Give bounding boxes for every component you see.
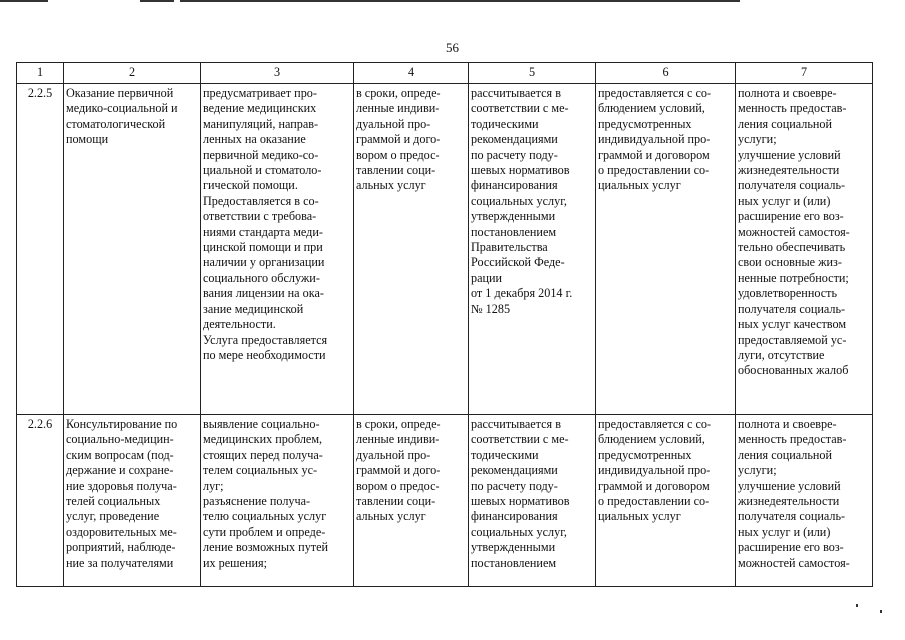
- top-rule-left: [0, 0, 48, 2]
- header-col-5: 5: [469, 63, 596, 84]
- header-col-1: 1: [17, 63, 64, 84]
- table-row: [17, 415, 873, 587]
- service-term-cell: в сроки, опреде- ленные индиви- дуальной про- граммой и дого- вором о предос- тавлении соци- альных услуг: [354, 415, 469, 587]
- top-rule-right: [180, 0, 740, 2]
- header-col-2: 2: [64, 63, 201, 84]
- service-name-cell: Консультирование по социально-медицин- ским вопросам (под- держание и сохране- ние здоровья получа- телей социальных услуг, проведение оздоровительных ме- роприятий, наблюде- ние за получателями: [64, 415, 201, 587]
- service-name-cell: Оказание первичной медико-социальной и стоматологической помощи: [64, 84, 201, 415]
- header-row: [17, 63, 873, 84]
- header-col-3: 3: [201, 63, 354, 84]
- service-content-cell: предусматривает про- ведение медицинских манипуляций, направ- ленных на оказание первичной медико-со- циальной и стоматоло- гической помощи. Предоставляется в со- ответствии с требова- ниями стандарта меди- цинской помощи и при наличии у организации социального обслужи- вания лицензии на ока- зание медицинской деятельности. Услуга предоставляется по мере необходимости: [201, 84, 354, 415]
- service-conditions-cell: предоставляется с со- блюдением условий, предусмотренных индивидуальной про- граммой и договором о предоставлении со- циальных услуг: [596, 84, 736, 415]
- service-tariff-cell: рассчитывается в соответствии с ме- тодическими рекомендациями по расчету поду- шевых нормативов финансирования социальных услуг, утвержденными постановлением Правительства Российской Феде- рации от 1 декабря 2014 г. № 1285: [469, 84, 596, 415]
- table-row: [17, 84, 873, 415]
- page-number: 56: [446, 40, 459, 55]
- service-tariff-cell: рассчитывается в соответствии с ме- тодическими рекомендациями по расчету поду- шевых нормативов финансирования социальных услуг, утвержденными постановлением: [469, 415, 596, 587]
- service-indicators-cell: полнота и своевре- менность предостав- ления социальной услуги; улучшение условий жизнедеятельности получателя социаль- ных услуг и (или) расширение его воз- можностей самостоя- тельно обеспечивать свои основные жиз- ненные потребности; удовлетворенность получателя социаль- ных услуг качеством предоставляемой ус- луги, отсутствие обоснованных жалоб: [736, 84, 873, 415]
- service-indicators-cell: полнота и своевре- менность предостав- ления социальной услуги; улучшение условий жизнедеятельности получателя социаль- ных услуг и (или) расширение его воз- можностей самостоя-: [736, 415, 873, 587]
- header-col-7: 7: [736, 63, 873, 84]
- header-col-6: 6: [596, 63, 736, 84]
- services-table: [16, 62, 873, 587]
- row-number: 2.2.6: [17, 415, 64, 587]
- row-number: 2.2.5: [17, 84, 64, 415]
- scan-speck: [856, 604, 858, 607]
- header-col-4: 4: [354, 63, 469, 84]
- service-conditions-cell: предоставляется с со- блюдением условий, предусмотренных индивидуальной про- граммой и договором о предоставлении со- циальных услуг: [596, 415, 736, 587]
- service-content-cell: выявление социально- медицинских проблем, стоящих перед получа- телем социальных ус- луг; разъяснение получа- телю социальных услуг сути проблем и опреде- ление возможных путей их решения;: [201, 415, 354, 587]
- top-rule-mid: [140, 0, 174, 2]
- service-term-cell: в сроки, опреде- ленные индиви- дуальной про- граммой и дого- вором о предос- тавлении соци- альных услуг: [354, 84, 469, 415]
- scan-speck: [880, 610, 882, 613]
